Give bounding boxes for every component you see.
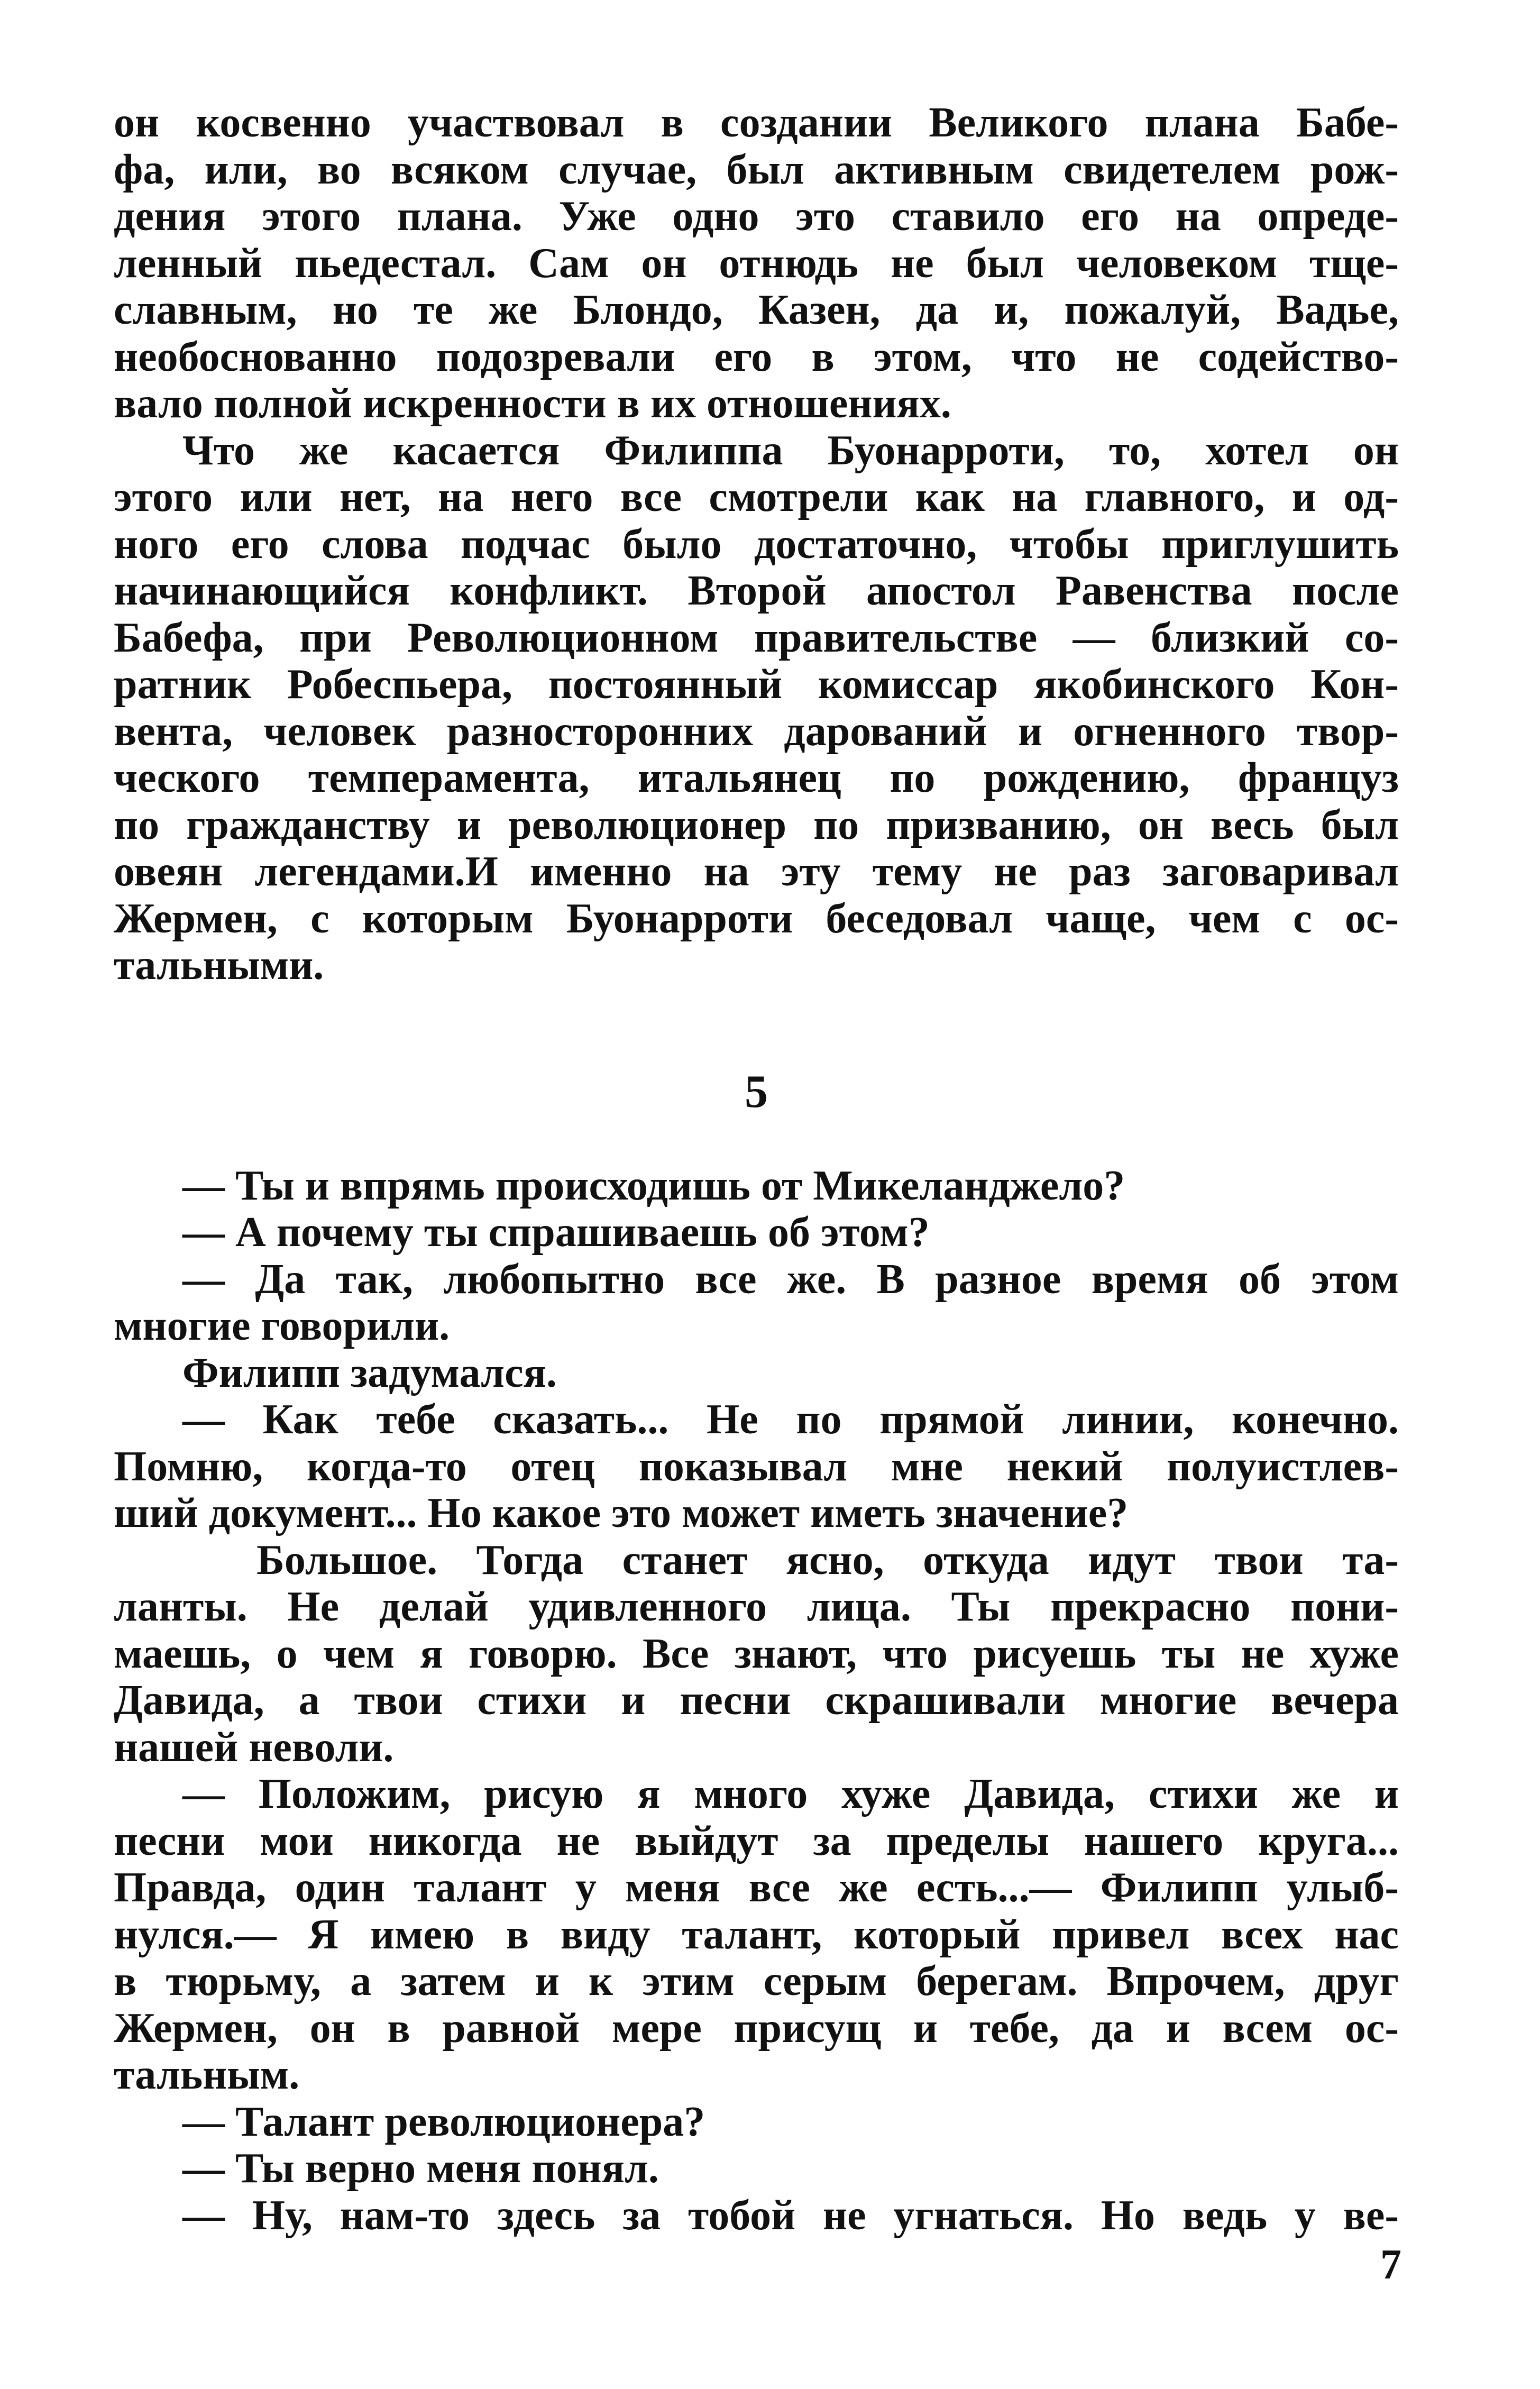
dialogue-line — [114, 1771, 1399, 2099]
text-line: вента, человек разносторонних дарований и огненного твор- — [114, 708, 1399, 755]
text-line: начинающийся конфликт. Второй апостол Равенства после — [114, 567, 1399, 614]
text-line: Жермен, он в равной мере присущ и тебе, да и всем ос- — [114, 2004, 1399, 2052]
text-line: в тюрьму, а затем и к этим серым берегам. Впрочем, друг — [114, 1958, 1399, 2004]
text-line: фа, или, во всяком случае, был активным свидетелем рож- — [114, 146, 1399, 193]
text-line: Помню, когда-то отец показывал мне некий полуистлев- — [114, 1443, 1399, 1490]
dialogue-line — [114, 2145, 1399, 2192]
text-line: — Ты и впрямь происходишь от Микеланджело? — [182, 1162, 1125, 1209]
text-line: — Да так, любопытно все же. В разное время об этом — [182, 1256, 1399, 1303]
dialogue-line — [114, 2099, 1399, 2146]
text-line: Правда, один талант у меня все же есть...— Филипп улыб- — [114, 1864, 1399, 1911]
dialogue-line — [114, 1209, 1399, 1256]
text-line: ленный пьедестал. Сам он отнюдь не был человеком тще- — [114, 240, 1399, 287]
text-line: необоснованно подозревали его в этом, что не содейство- — [114, 333, 1399, 380]
text-line: ланты. Не делай удивленного лица. Ты прекрасно пони- — [114, 1583, 1399, 1630]
text-line: нашей неволи. — [114, 1724, 394, 1771]
text-line: — Ты верно меня понял. — [182, 2145, 659, 2192]
paragraph — [114, 427, 1399, 989]
spacer — [114, 1119, 1399, 1163]
text-line: тальными. — [114, 942, 324, 988]
text-line: вало полной искренности в их отношениях. — [114, 380, 951, 427]
dialogue-line — [114, 2192, 1399, 2239]
text-line: тальным. — [114, 2052, 300, 2098]
text-line: Бабефа, при Революционном правительстве — близкий со- — [114, 614, 1399, 661]
dialogue-line — [114, 1350, 1399, 1397]
text-line: нулся.— Я имею в виду талант, который привел всех нас — [114, 1911, 1399, 1958]
text-line: дения этого плана. Уже одно это ставило его на опреде- — [114, 193, 1399, 240]
dialogue-line — [114, 1163, 1399, 1210]
text-line: — Ну, нам-то здесь за тобой не угнаться. Но ведь у ве- — [182, 2192, 1399, 2239]
text-line: Что же касается Филиппа Буонарроти, то, хотел он — [182, 427, 1399, 474]
text-line: многие говорили. — [114, 1303, 450, 1349]
text-line: Жермен, с которым Буонарроти беседовал чаще, чем с ос- — [114, 895, 1399, 942]
text-line: ратник Робеспьера, постоянный комиссар якобинского Кон- — [114, 661, 1399, 708]
text-line: Большое. Тогда станет ясно, откуда идут твои та- — [256, 1536, 1399, 1583]
text-line: — Положим, рисую я много хуже Давида, стихи же и — [182, 1771, 1399, 1817]
page-text — [114, 99, 1399, 2239]
dialogue-line — [114, 1256, 1399, 1350]
text-line: овеян легендами.И именно на эту тему не раз заговаривал — [114, 848, 1399, 895]
text-line: ший документ... Но какое это может иметь значение? — [114, 1490, 1129, 1536]
dialogue-line — [114, 1537, 1399, 1771]
text-line: — Как тебе сказать... Не по прямой линии, конечно. — [182, 1396, 1399, 1443]
spacer — [114, 989, 1399, 1066]
text-line: по гражданству и революционер по призванию, он весь был — [114, 801, 1399, 848]
paragraph — [114, 99, 1399, 427]
page-number: 7 — [1380, 2241, 1401, 2288]
text-line: Давида, а твои стихи и песни скрашивали многие вечера — [114, 1677, 1399, 1724]
chapter-number: 5 — [745, 1066, 768, 1118]
text-line: Филипп задумался. — [182, 1349, 557, 1396]
text-line: ного его слова подчас было достаточно, чтобы приглушить — [114, 520, 1399, 567]
text-line: он косвенно участвовал в создании Великого плана Бабе- — [114, 99, 1399, 146]
text-line: песни мои никогда не выйдут за пределы нашего круга... — [114, 1817, 1399, 1864]
dialogue-line — [114, 1396, 1399, 1537]
text-line: этого или нет, на него все смотрели как на главного, и од- — [114, 474, 1399, 520]
text-line: — Талант революционера? — [182, 2098, 705, 2145]
text-line: — А почему ты спрашиваешь об этом? — [182, 1209, 930, 1256]
text-line: маешь, о чем я говорю. Все знают, что рисуешь ты не хуже — [114, 1630, 1399, 1677]
text-line: ческого темперамента, итальянец по рождению, француз — [114, 755, 1399, 801]
text-line: славным, но те же Блондо, Казен, да и, пожалуй, Вадье, — [114, 287, 1399, 333]
